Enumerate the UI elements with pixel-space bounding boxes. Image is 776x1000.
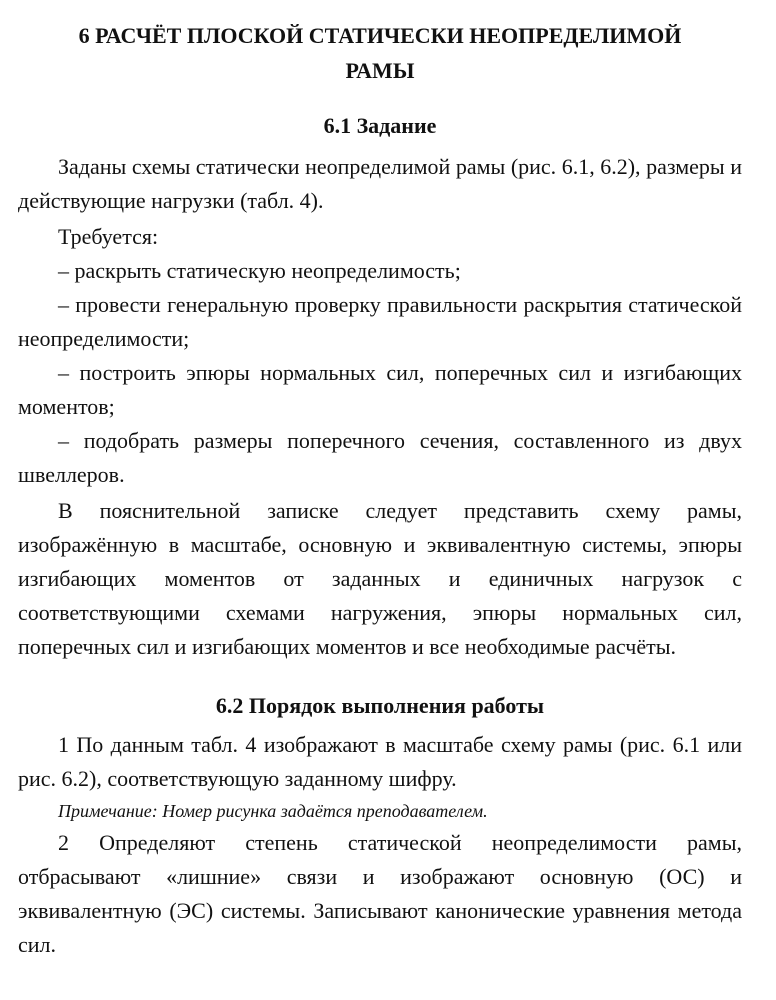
list-item: – подобрать размеры поперечного сечения, составленного из двух швеллеров. (18, 428, 742, 487)
procedure-step-1: 1 По данным табл. 4 изображают в масштабе схему рамы (рис. 6.1 или рис. 6.2), соответствующую заданному шифру. (18, 732, 742, 791)
requires-label: Требуется: (58, 224, 159, 249)
section-title-task: 6.1 Задание (323, 113, 437, 138)
explanatory-note-paragraph: В пояснительной записке следует представить схему рамы, изображённую в масштабе, основную и эквивалентную системы, эпюры изгибающих моментов от заданных и единичных нагрузок с соответствующими схемами нагружения, эпюры нормальных сил, поперечных сил и изгибающих моментов и все необходимые расчёты. (18, 498, 742, 659)
remark-note: Примечание: Номер рисунка задаётся преподавателем. (58, 801, 488, 821)
list-item: – провести генеральную проверку правильности раскрытия статической неопределимости; (18, 292, 742, 351)
chapter-title: 6 РАСЧЁТ ПЛОСКОЙ СТАТИЧЕСКИ НЕОПРЕДЕЛИМОЙ РАМЫ (78, 23, 682, 83)
list-item: – построить эпюры нормальных сил, поперечных сил и изгибающих моментов; (18, 360, 742, 419)
document-page (18, 18, 742, 962)
list-item: – раскрыть статическую неопределимость; (58, 258, 461, 283)
section-title-procedure: 6.2 Порядок выполнения работы (215, 693, 545, 718)
task-intro-paragraph: Заданы схемы статически неопределимой рамы (рис. 6.1, 6.2), размеры и действующие нагрузки (табл. 4). (18, 154, 742, 213)
procedure-step-2: 2 Определяют степень статической неопределимости рамы, отбрасывают «лишние» связи и изображают основную (ОС) и эквивалентную (ЭС) системы. Записывают канонические уравнения метода сил. (18, 830, 742, 957)
